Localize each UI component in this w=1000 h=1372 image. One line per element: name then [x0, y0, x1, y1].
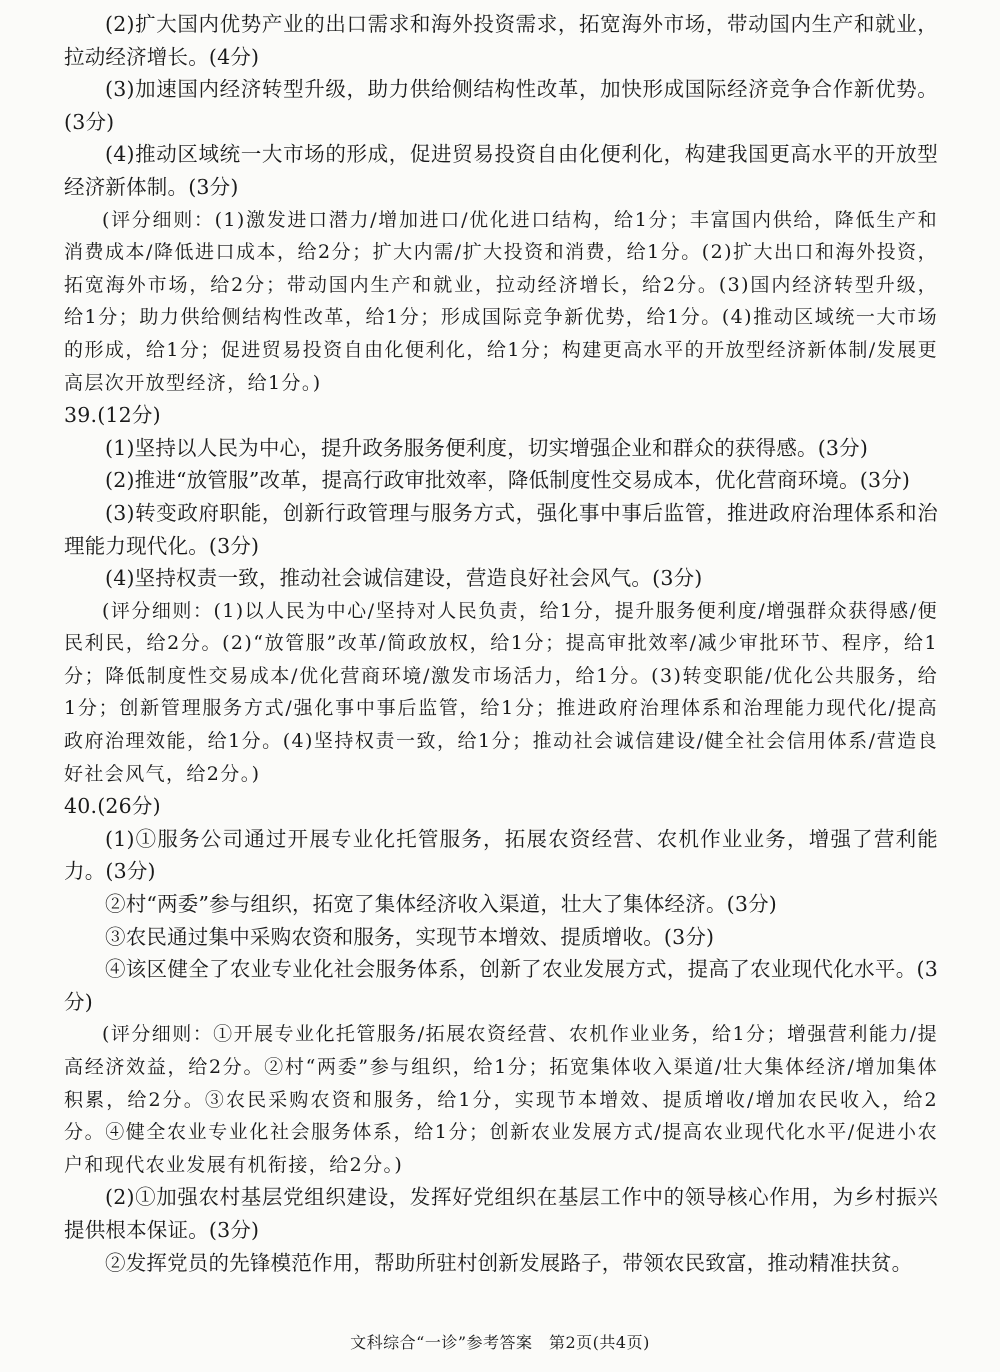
q39-scoring-detail: (评分细则：(1)以人民为中心/坚持对人民负责，给1分，提升服务便利度/增强群众获得感/便民利民，给2分。(2)“放管服”改革/简政放权，给1分；提高审批效率/减少审批环节、程序，给1分；降低制度性交易成本/优化营商环境/激发市场活力，给1分。(3)转变职能/优化公共服务，给1分；创新管理服务方式/强化事中事后监管，给1分；推进政府治理体系和治理能力现代化/提高政府治理效能，给1分。(4)坚持权责一致，给1分；推动社会诚信建设/健全社会信用体系/营造良好社会风气，给2分。)	[64, 599, 938, 785]
q38-answer-2: (2)扩大国内优势产业的出口需求和海外投资需求，拓宽海外市场，带动国内生产和就业，拉动经济增长。(4分)	[64, 12, 938, 69]
q38-answer-4: (4)推动区域统一大市场的形成，促进贸易投资自由化便利化，构建我国更高水平的开放型经济新体制。(3分)	[64, 142, 938, 199]
q40-answer-2-1: (2)①加强农村基层党组织建设，发挥好党组织在基层工作中的领导核心作用，为乡村振兴提供根本保证。(3分)	[64, 1185, 938, 1242]
q40-scoring-detail: (评分细则：①开展专业化托管服务/拓展农资经营、农机作业业务，给1分；增强营利能力/提高经济效益，给2分。②村“两委”参与组织，给1分；拓宽集体收入渠道/壮大集体经济/增加集体积累，给2分。③农民采购农资和服务，给1分，实现节本增效、提质增收/增加农民收入，给2分。④健全农业专业化社会服务体系，给1分；创新农业发展方式/提高农业现代化水平/促进小农户和现代农业发展有机衔接，给2分。)	[64, 1023, 938, 1176]
q40-answer-1-1: (1)①服务公司通过开展专业化托管服务，拓展农资经营、农机作业业务，增强了营利能力。(3分)	[64, 826, 938, 884]
q39-answer-3: (3)转变政府职能，创新行政管理与服务方式，强化事中事后监管，推进政府治理体系和治理能力现代化。(3分)	[64, 500, 938, 558]
q40-heading: 40.(26分)	[64, 794, 161, 819]
q39-answer-2: (2)推进“放管服”改革，提高行政审批效率，降低制度性交易成本，优化营商环境。(3分)	[105, 468, 911, 493]
q40-answer-1-4: ④该区健全了农业专业化社会服务体系，创新了农业发展方式，提高了农业现代化水平。(3分)	[64, 957, 938, 1014]
q40-answer-1-3: ③农民通过集中采购农资和服务，实现节本增效、提质增收。(3分)	[105, 924, 715, 949]
q38-answer-3: (3)加速国内经济转型升级，助力供给侧结构性改革，加快形成国际经济竞争合作新优势。(3分)	[64, 77, 938, 134]
page-footer: 文科综合“一诊”参考答案 第2页(共4页)	[350, 1333, 650, 1352]
q40-answer-1-2: ②村“两委”参与组织，拓宽了集体经济收入渠道，壮大了集体经济。(3分)	[105, 892, 777, 917]
q39-answer-4: (4)坚持权责一致，推动社会诚信建设，营造良好社会风气。(3分)	[105, 566, 703, 591]
q38-scoring-detail: (评分细则：(1)激发进口潜力/增加进口/优化进口结构，给1分；丰富国内供给，降低生产和消费成本/降低进口成本，给2分；扩大内需/扩大投资和消费，给1分。(2)扩大出口和海外投资，拓宽海外市场，给2分；带动国内生产和就业，拉动经济增长，给2分。(3)国内经济转型升级，给1分；助力供给侧结构性改革，给1分；形成国际竞争新优势，给1分。(4)推动区域统一大市场的形成，给1分；促进贸易投资自由化便利化，给1分；构建更高水平的开放型经济新体制/发展更高层次开放型经济，给1分。)	[64, 208, 938, 394]
q39-heading: 39.(12分)	[64, 403, 161, 428]
q40-answer-2-2: ②发挥党员的先锋模范作用，帮助所驻村创新发展路子，带领农民致富，推动精准扶贫。	[105, 1250, 913, 1275]
q39-answer-1: (1)坚持以人民为中心，提升政务服务便利度，切实增强企业和群众的获得感。(3分)	[105, 435, 869, 460]
